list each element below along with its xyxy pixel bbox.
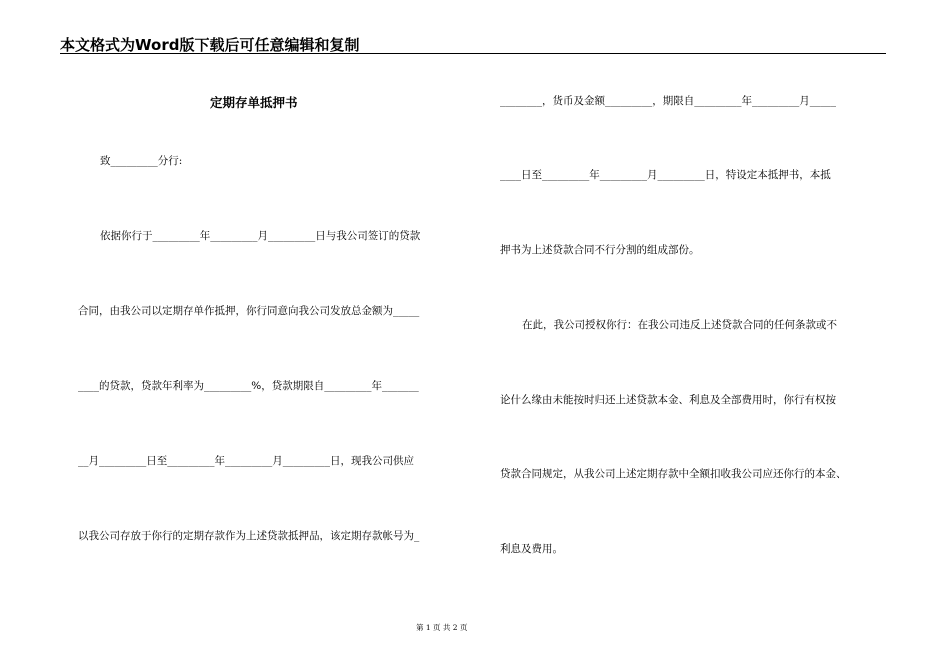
- paragraph-line: ____日至_________年_________月_________日，特设定本抵押书，本抵: [500, 169, 831, 181]
- paragraph-line: ____的贷款，贷款年利率为_________%，贷款期限自_________年_______: [78, 380, 419, 392]
- paragraph-line: 利息及费用。: [500, 543, 563, 555]
- paragraph-line: 论什么缘由未能按时归还上述贷款本金、利息及全部费用时，你行有权按: [500, 394, 836, 406]
- paragraph-line: 在此，我公司授权你行：在我公司违反上述贷款合同的任何条款或不: [522, 319, 837, 331]
- paragraph-line: __月_________日至_________年_________月_________日，现我公司供应: [78, 455, 414, 467]
- page-number: 第 1 页 共 2 页: [416, 623, 468, 632]
- paragraph-line: ________，货币及金额_________，期限自_________年_________月_____: [500, 95, 836, 107]
- document-header: 本文格式为Word版下载后可任意编辑和复制: [60, 36, 360, 54]
- paragraph-line: 合同，由我公司以定期存单作抵押，你行同意向我公司发放总金额为_____: [78, 305, 420, 317]
- paragraph-line: 以我公司存放于你行的定期存款作为上述贷款抵押品，该定期存款帐号为_: [78, 530, 420, 542]
- header-divider: [60, 53, 886, 54]
- paragraph-line: 贷款合同规定，从我公司上述定期存款中全额扣收我公司应还你行的本金、: [500, 468, 847, 480]
- paragraph-line: 依据你行于_________年_________月_________日与我公司签订的贷款: [100, 230, 421, 242]
- paragraph-line: 押书为上述贷款合同不行分割的组成部份。: [500, 244, 700, 256]
- document-title: 定期存单抵押书: [210, 95, 298, 110]
- paragraph-line: 致_________分行:: [100, 155, 183, 167]
